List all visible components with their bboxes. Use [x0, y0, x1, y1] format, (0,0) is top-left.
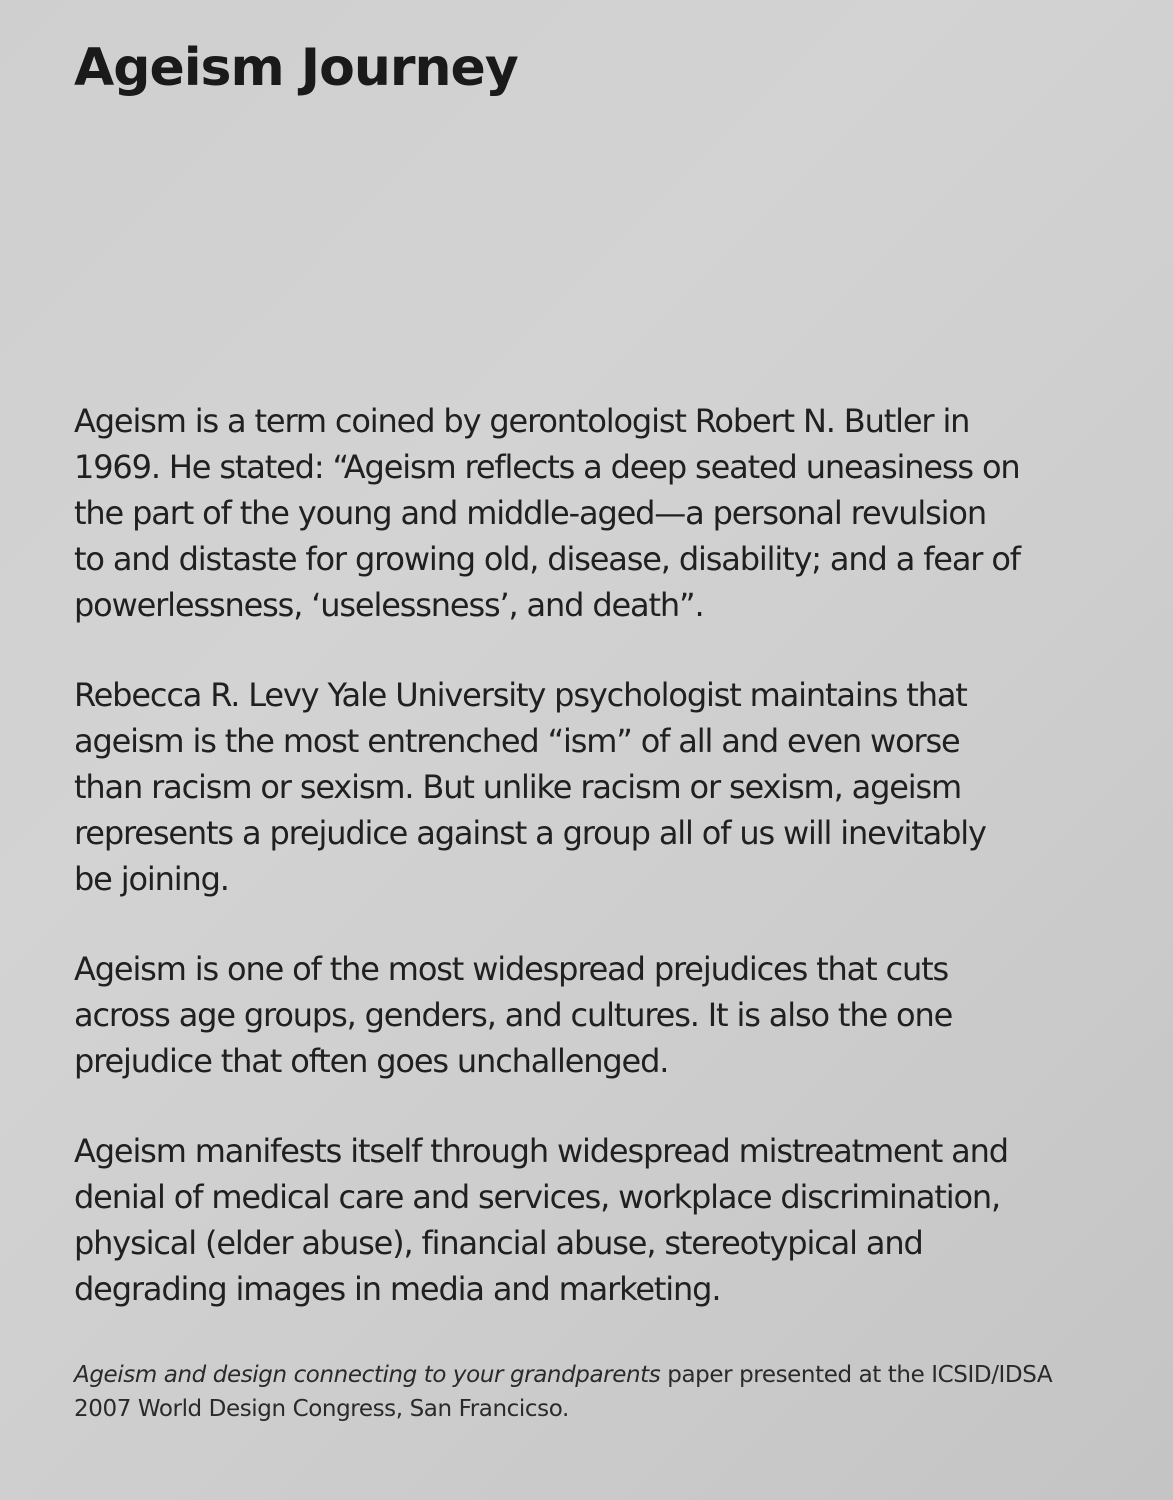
- caption-text: paper presented at the ICSID/IDSA: [660, 1362, 1053, 1388]
- text-line: to and distaste for growing old, disease, disability; and a fear of: [74, 540, 1020, 578]
- text-line: denial of medical care and services, workplace discrimination,: [74, 1178, 1001, 1216]
- text-line: degrading images in media and marketing.: [74, 1270, 721, 1308]
- text-line: the part of the young and middle-aged—a personal revulsion: [74, 494, 986, 532]
- text-line: than racism or sexism. But unlike racism or sexism, ageism: [74, 768, 962, 806]
- text-line: powerlessness, ‘uselessness’, and death”.: [74, 586, 704, 624]
- caption-line: [74, 1358, 1134, 1392]
- text-line: across age groups, genders, and cultures. It is also the one: [74, 996, 953, 1034]
- text-line: prejudice that often goes unchallenged.: [74, 1042, 669, 1080]
- paragraph-manifests: [74, 1128, 1134, 1312]
- paragraph-levy: [74, 672, 1134, 902]
- source-caption: [74, 1358, 1134, 1426]
- caption-paper-title: Ageism and design connecting to your grandparents: [74, 1362, 661, 1388]
- body-text: [74, 398, 1134, 1356]
- paragraph-widespread: [74, 946, 1134, 1084]
- text-line: Ageism manifests itself through widespread mistreatment and: [74, 1132, 1008, 1170]
- text-line: physical (elder abuse), financial abuse, stereotypical and: [74, 1224, 923, 1262]
- text-line: Ageism is one of the most widespread prejudices that cuts: [74, 950, 949, 988]
- text-line: represents a prejudice against a group all of us will inevitably: [74, 814, 986, 852]
- text-line: 1969. He stated: “Ageism reflects a deep seated uneasiness on: [74, 448, 1020, 486]
- caption-line: 2007 World Design Congress, San Francicso.: [74, 1396, 569, 1422]
- paragraph-butler: [74, 398, 1134, 628]
- text-line: Rebecca R. Levy Yale University psychologist maintains that: [74, 676, 967, 714]
- page-title: Ageism Journey: [74, 38, 518, 98]
- text-line: Ageism is a term coined by gerontologist Robert N. Butler in: [74, 402, 970, 440]
- text-line: ageism is the most entrenched “ism” of all and even worse: [74, 722, 960, 760]
- text-line: be joining.: [74, 860, 229, 898]
